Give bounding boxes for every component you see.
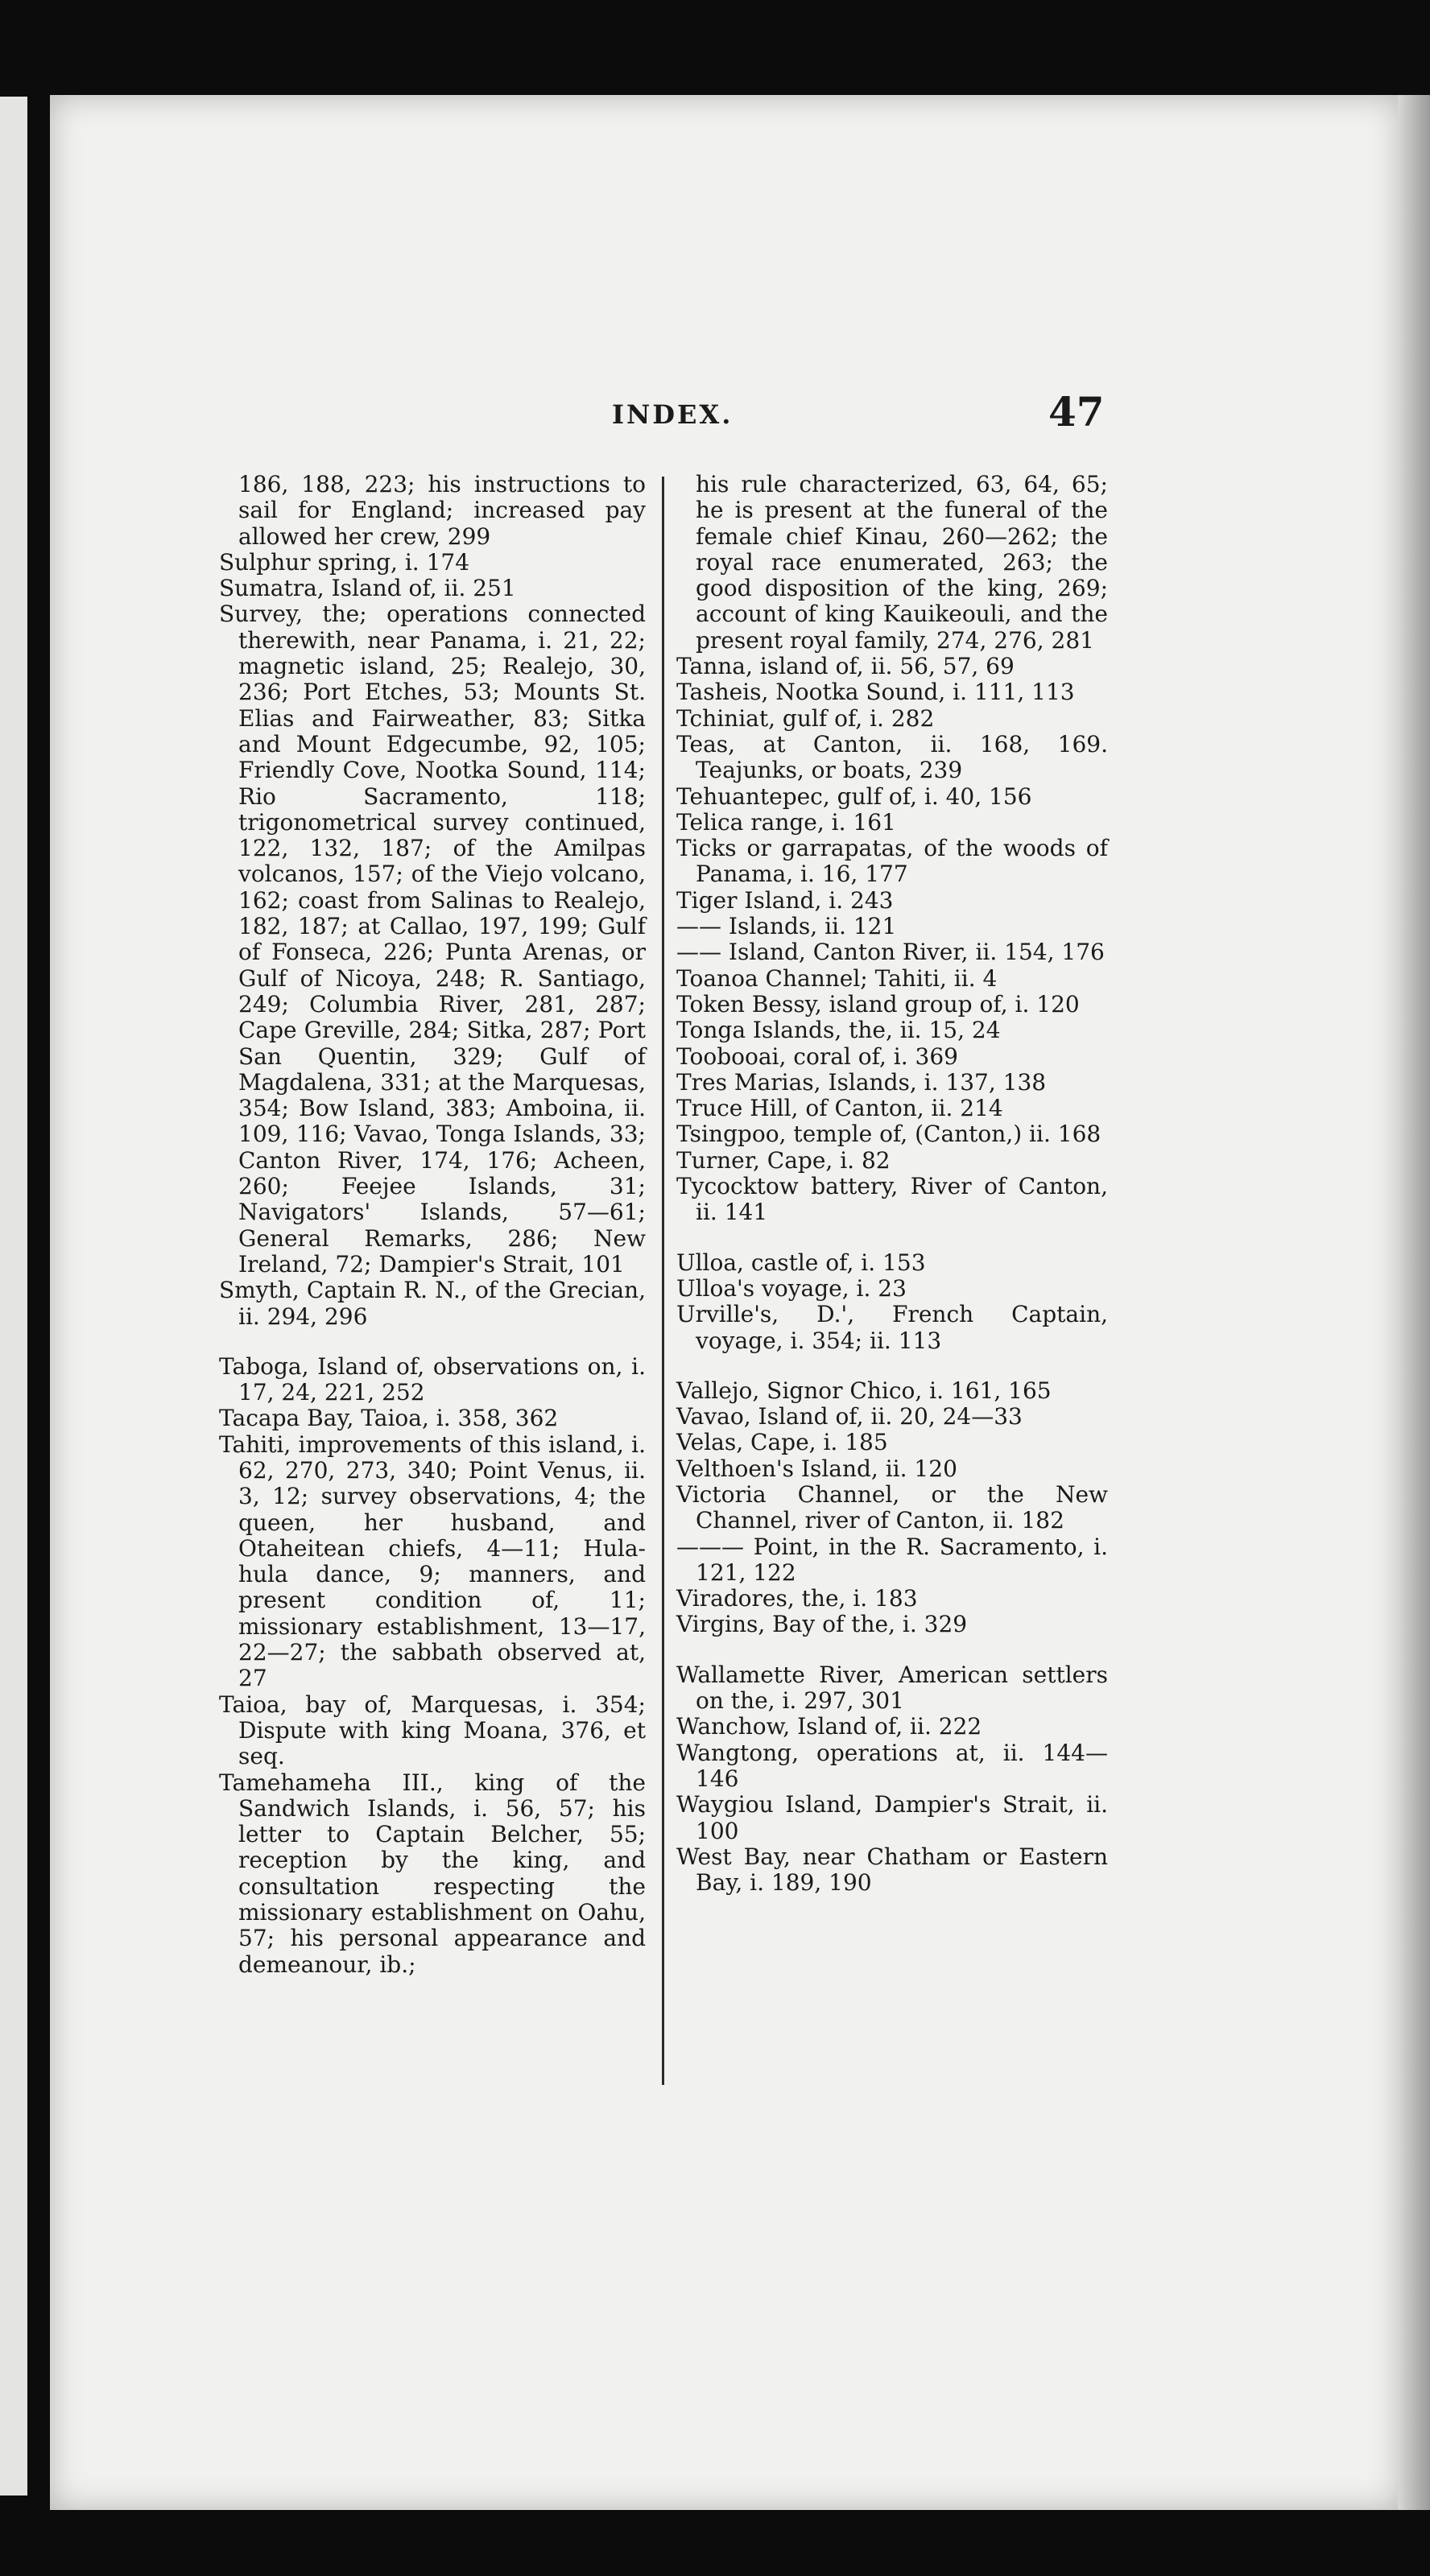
index-entry: Virgins, Bay of the, i. 329 <box>676 1611 968 1638</box>
index-column-left <box>219 472 646 1978</box>
index-entry: Urville's, D.', French Captain, voyage, i. 354; ii. 113 <box>676 1301 1108 1354</box>
index-entry: Sulphur spring, i. 174 <box>219 548 470 576</box>
index-entry: Tres Marias, Islands, i. 137, 138 <box>676 1068 1047 1096</box>
index-entry: Turner, Cape, i. 82 <box>676 1146 891 1174</box>
index-entry: Wanchow, Island of, ii. 222 <box>676 1713 982 1740</box>
index-entry: 186, 188, 223; his instructions to sail for England; increased pay allowed her crew, 299 <box>238 471 646 550</box>
index-entry: ——— Point, in the R. Sacramento, i. 121, 122 <box>676 1533 1108 1586</box>
index-entry: Tycocktow battery, River of Canton, ii. 141 <box>676 1173 1108 1226</box>
index-entry: Toanoa Channel; Tahiti, ii. 4 <box>676 964 998 992</box>
index-entry: Survey, the; operations connected therewith, near Panama, i. 21, 22; magnetic island, 25; Realejo, 30, 236; Port Etches, 53; Mounts St. Elias and Fairweather, 83; Sitka and Mount Edgecumbe, 92, 105; Friendly Cove, Nootka Sound, 114; Rio Sacramento, 118; trigonometrical survey continued, 122, 132, 187; of the Amilpas volcanos, 157; of the Viejo volcano, 162; coast from Salinas to Realejo, 182, 187; at Callao, 197, 199; Gulf of Fonseca, 226; Punta Arenas, or Gulf of Nicoya, 248; R. Santiago, 249; Columbia River, 281, 287; Cape Greville, 284; Sitka, 287; Port San Quentin, 329; Gulf of Magdalena, 331; at the Marquesas, 354; Bow Island, 383; Amboina, ii. 109, 116; Vavao, Tonga Islands, 33; Canton River, 174, 176; Acheen, 260; Feejee Islands, 31; Navigators' Islands, 57—61; General Remarks, 286; New Ireland, 72; Dampier's Strait, 101 <box>219 601 646 1278</box>
index-entry: Vavao, Island of, ii. 20, 24—33 <box>676 1403 1023 1430</box>
section-gap <box>676 1226 1108 1250</box>
index-entry: Tasheis, Nootka Sound, i. 111, 113 <box>676 679 1075 706</box>
index-entry: Waygiou Island, Dampier's Strait, ii. 100 <box>676 1791 1108 1844</box>
index-entry: West Bay, near Chatham or Eastern Bay, i. 189, 190 <box>676 1843 1108 1897</box>
index-entry: —— Island, Canton River, ii. 154, 176 <box>676 939 1105 966</box>
column-divider <box>662 477 664 2085</box>
index-entry: Velas, Cape, i. 185 <box>676 1429 888 1456</box>
index-entry: Taboga, Island of, observations on, i. 17, 24, 221, 252 <box>219 1352 646 1406</box>
index-entry: Viradores, the, i. 183 <box>676 1585 918 1612</box>
index-entry: Tiger Island, i. 243 <box>676 886 894 914</box>
index-entry: Truce Hill, of Canton, ii. 214 <box>676 1095 1003 1122</box>
index-entry: Smyth, Captain R. N., of the Grecian, ii. 294, 296 <box>219 1277 646 1330</box>
index-entry: Ulloa, castle of, i. 153 <box>676 1249 926 1276</box>
index-entry: Telica range, i. 161 <box>676 808 896 836</box>
index-entry: Ulloa's voyage, i. 23 <box>676 1274 907 1302</box>
index-entry: Tahiti, improvements of this island, i. 62, 270, 273, 340; Point Venus, ii. 3, 12; survey observations, 4; the queen, her husband, and Otaheitean chiefs, 4—11; Hula-hula dance, 9; manners, and present condition of, 11; missionary establishment, 13—17, 22—27; the sabbath observed at, 27 <box>219 1430 646 1692</box>
index-entry: —— Islands, ii. 121 <box>676 913 897 940</box>
index-entry: Tehuantepec, gulf of, i. 40, 156 <box>676 782 1032 810</box>
index-entry: Wallamette River, American settlers on the, i. 297, 301 <box>676 1661 1108 1715</box>
index-entry: Tacapa Bay, Taioa, i. 358, 362 <box>219 1405 559 1432</box>
index-entry: Tamehameha III., king of the Sandwich Islands, i. 56, 57; his letter to Captain Belcher, 55; reception by the king, and consultation respecting the missionary establishment on Oahu, 57; his personal appearance and demeanour, ib.; <box>219 1769 646 1978</box>
running-header: INDEX. <box>612 399 734 430</box>
index-entry: Ticks or garrapatas, of the woods of Panama, i. 16, 177 <box>676 835 1108 888</box>
index-entry: Toobooai, coral of, i. 369 <box>676 1042 958 1070</box>
index-entry: Tanna, island of, ii. 56, 57, 69 <box>676 653 1015 680</box>
section-gap <box>219 1330 646 1354</box>
index-entry: Taioa, bay of, Marquesas, i. 354; Dispute with king Moana, 376, et seq. <box>219 1690 646 1770</box>
index-entry: Wangtong, operations at, ii. 144—146 <box>676 1739 1108 1792</box>
index-entry: Tchiniat, gulf of, i. 282 <box>676 704 935 732</box>
page-number: 47 <box>1048 388 1105 436</box>
index-entry: Token Bessy, island group of, i. 120 <box>676 990 1080 1018</box>
index-entry: Victoria Channel, or the New Channel, river of Canton, ii. 182 <box>676 1480 1108 1534</box>
index-entry: his rule characterized, 63, 64, 65; he is present at the funeral of the female chief Kinau, 260—262; the royal race enumerated, 263; the good disposition of the king, 269; account of king Kauikeouli, and the present royal family, 274, 276, 281 <box>696 471 1108 654</box>
index-entry: Sumatra, Island of, ii. 251 <box>219 575 516 602</box>
section-gap <box>676 1638 1108 1662</box>
page-edge-shadow <box>1398 95 1430 2510</box>
index-entry: Velthoen's Island, ii. 120 <box>676 1455 957 1482</box>
adjacent-page-edge <box>0 97 27 2496</box>
index-entry: Vallejo, Signor Chico, i. 161, 165 <box>676 1377 1052 1404</box>
index-entry: Tonga Islands, the, ii. 15, 24 <box>676 1017 1001 1044</box>
index-column-right <box>676 472 1108 1896</box>
section-gap <box>676 1354 1108 1378</box>
index-entry: Tsingpoo, temple of, (Canton,) ii. 168 <box>676 1121 1101 1148</box>
index-entry: Teas, at Canton, ii. 168, 169. Teajunks, or boats, 239 <box>676 730 1108 784</box>
